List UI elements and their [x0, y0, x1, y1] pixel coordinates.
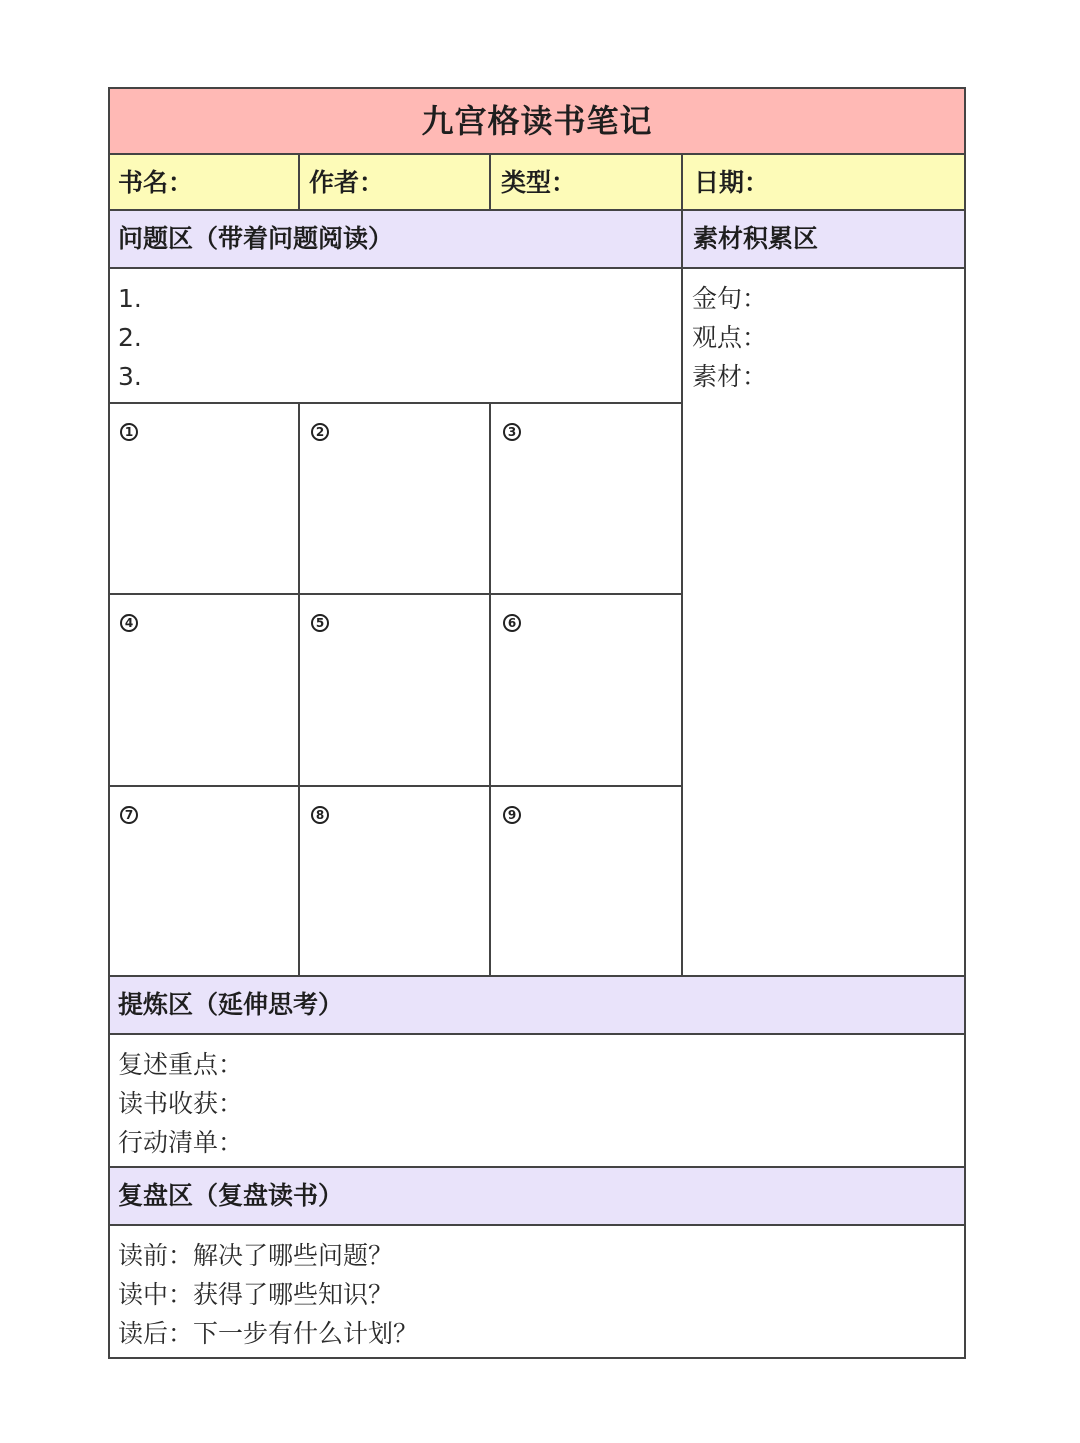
author-label: 作者： [309, 168, 385, 197]
divider [110, 1224, 964, 1226]
refine-item-action: 行动清单： [118, 1128, 244, 1157]
review-item-before: 读前：解决了哪些问题？ [118, 1241, 394, 1270]
refine-item-recap: 复述重点： [118, 1050, 244, 1079]
divider [110, 267, 964, 269]
divider [298, 153, 300, 211]
refine-section-title: 提炼区（延伸思考） [118, 990, 344, 1019]
review-item-after: 读后：下一步有什么计划？ [118, 1319, 419, 1348]
sheet-title: 九宫格读书笔记 [421, 102, 653, 140]
grid-cell-number: 7 [120, 806, 138, 824]
grid-cell-number: 9 [503, 806, 521, 824]
question-item-3: 3. [118, 362, 142, 391]
refine-item-gain: 读书收获： [118, 1089, 244, 1118]
grid-cell-number: 6 [503, 614, 521, 632]
material-section-title: 素材积累区 [693, 224, 819, 253]
divider [110, 593, 683, 595]
date-label: 日期： [694, 168, 770, 197]
divider [489, 402, 491, 977]
divider [681, 153, 683, 211]
material-item-quote: 金句： [692, 284, 768, 313]
grid-cell-number: 4 [120, 614, 138, 632]
grid-cell-number: 3 [503, 423, 521, 441]
divider [110, 785, 683, 787]
divider [110, 402, 683, 404]
book-name-label: 书名： [118, 168, 194, 197]
review-section-title: 复盘区（复盘读书） [118, 1181, 344, 1210]
question-item-1: 1. [118, 284, 142, 313]
type-label: 类型： [501, 168, 577, 197]
grid-cell-number: 1 [120, 423, 138, 441]
question-section-title: 问题区（带着问题阅读） [118, 224, 394, 253]
grid-cell-number: 5 [311, 614, 329, 632]
grid-cell-number: 8 [311, 806, 329, 824]
question-item-2: 2. [118, 323, 142, 352]
divider [110, 1033, 964, 1035]
review-item-during: 读中：获得了哪些知识？ [118, 1280, 394, 1309]
material-item-viewpoint: 观点： [692, 323, 768, 352]
material-item-material: 素材： [692, 362, 768, 391]
divider [298, 402, 300, 977]
grid-cell-number: 2 [311, 423, 329, 441]
divider [489, 153, 491, 211]
reading-note-sheet [108, 87, 966, 1359]
